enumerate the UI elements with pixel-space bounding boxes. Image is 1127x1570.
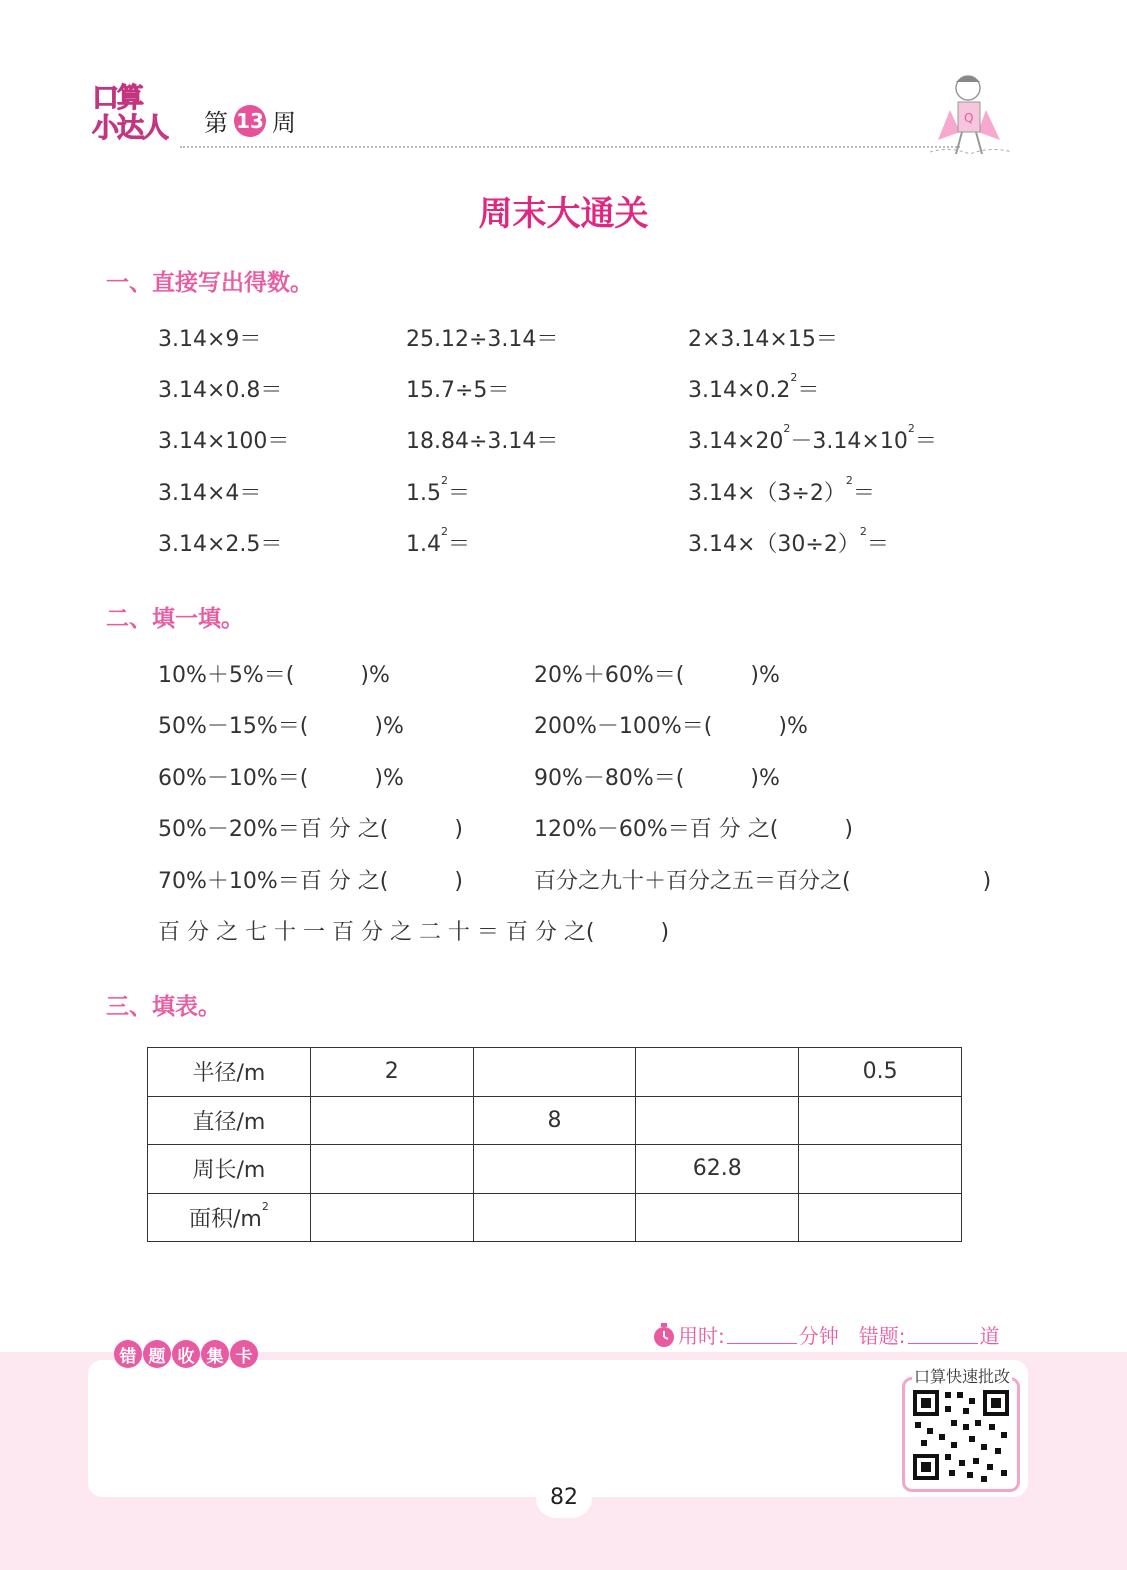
card-label bbox=[114, 1340, 259, 1368]
table-row bbox=[148, 1145, 962, 1194]
time-label: 用时: bbox=[678, 1324, 725, 1348]
fill-item: 50%－20%＝百 分 之( ) bbox=[158, 817, 463, 842]
table-cell[interactable] bbox=[473, 1145, 636, 1194]
table-cell[interactable] bbox=[473, 1048, 636, 1097]
logo bbox=[92, 84, 182, 154]
time-blank[interactable] bbox=[727, 1326, 797, 1344]
fill-item: 50%－15%＝( )% bbox=[158, 714, 404, 739]
row-label: 直径/m bbox=[148, 1096, 311, 1145]
fill-item: 20%＋60%＝( )% bbox=[534, 663, 780, 688]
table-cell[interactable] bbox=[799, 1145, 962, 1194]
table-row bbox=[148, 1193, 962, 1242]
fill-item: 120%－60%＝百 分 之( ) bbox=[534, 817, 853, 842]
header-divider bbox=[180, 146, 960, 148]
fill-item: 10%＋5%＝( )% bbox=[158, 663, 390, 688]
equation: 3.14×100＝ bbox=[158, 429, 290, 454]
table-cell[interactable]: 2 bbox=[310, 1048, 473, 1097]
timing-bar bbox=[650, 1320, 1000, 1349]
fill-item: 200%－100%＝( )% bbox=[534, 714, 808, 739]
table-row bbox=[148, 1096, 962, 1145]
equation: $1.5^2=$ bbox=[406, 474, 471, 506]
qr-label: 口算快速批改 bbox=[912, 1364, 1012, 1387]
table-cell[interactable]: 0.5 bbox=[799, 1048, 962, 1097]
time-unit: 分钟 bbox=[798, 1324, 839, 1348]
section1-heading: 一、直接写出得数。 bbox=[106, 270, 313, 296]
errors-unit: 道 bbox=[979, 1324, 1000, 1348]
table-cell[interactable] bbox=[473, 1193, 636, 1242]
qr-code[interactable] bbox=[902, 1377, 1020, 1492]
logo-line1: 口算 bbox=[92, 83, 142, 114]
equation: 3.14×4＝ bbox=[158, 481, 262, 506]
section3-heading: 三、填表。 bbox=[106, 994, 221, 1020]
errors-label: 错题: bbox=[858, 1324, 906, 1348]
fill-item: 70%＋10%＝百 分 之( ) bbox=[158, 869, 463, 894]
table-cell[interactable] bbox=[636, 1096, 799, 1145]
equation: $3.14\times(3\div 2)^2=$ bbox=[688, 474, 875, 506]
errors-blank[interactable] bbox=[908, 1326, 978, 1344]
equation: 15.7÷5＝ bbox=[406, 378, 510, 403]
svg-text:Q: Q bbox=[964, 111, 974, 125]
stopwatch-icon bbox=[650, 1321, 678, 1349]
equation: $3.14\times(30\div 2)^2=$ bbox=[688, 525, 889, 557]
equation: 25.12÷3.14＝ bbox=[406, 327, 559, 352]
fill-item: 90%－80%＝( )% bbox=[534, 766, 780, 791]
equation: $3.14\times 20^2-3.14\times 10^2=$ bbox=[688, 422, 937, 454]
row-label: 面积$/m^2$ bbox=[148, 1193, 311, 1242]
fill-item: 60%－10%＝( )% bbox=[158, 766, 404, 791]
section2-heading: 二、填一填。 bbox=[106, 606, 244, 632]
fill-item: 百 分 之 七 十 一 百 分 之 二 十 ＝ 百 分 之( ) bbox=[158, 920, 670, 945]
qr-code-icon bbox=[905, 1380, 1017, 1489]
card-label-char: 收 bbox=[172, 1340, 200, 1368]
row-label: 周长/m bbox=[148, 1145, 311, 1194]
table-cell[interactable] bbox=[310, 1193, 473, 1242]
table-cell[interactable] bbox=[799, 1193, 962, 1242]
equation: $1.4^2=$ bbox=[406, 525, 471, 557]
page-title: 周末大通关 bbox=[478, 194, 649, 234]
table-row bbox=[148, 1048, 962, 1097]
logo-line2: 小达人 bbox=[92, 113, 167, 144]
table-cell[interactable] bbox=[310, 1096, 473, 1145]
card-label-char: 题 bbox=[143, 1340, 171, 1368]
card-label-char: 卡 bbox=[230, 1340, 258, 1368]
table-cell[interactable] bbox=[310, 1145, 473, 1194]
fill-item: 百分之九十＋百分之五＝百分之( ) bbox=[534, 869, 992, 894]
circle-table bbox=[147, 1047, 962, 1242]
equation: 3.14×9＝ bbox=[158, 327, 262, 352]
equation: 3.14×2.5＝ bbox=[158, 532, 283, 557]
card-label-char: 错 bbox=[114, 1340, 142, 1368]
week-indicator bbox=[204, 103, 296, 138]
table-cell[interactable] bbox=[636, 1048, 799, 1097]
table-cell[interactable] bbox=[636, 1193, 799, 1242]
table-cell[interactable]: 8 bbox=[473, 1096, 636, 1145]
page-number: 82 bbox=[536, 1478, 592, 1518]
equation: 18.84÷3.14＝ bbox=[406, 429, 559, 454]
equation: 2×3.14×15＝ bbox=[688, 327, 838, 352]
week-number-badge: 13 bbox=[234, 105, 266, 137]
equation: $3.14\times 0.2^2=$ bbox=[688, 371, 820, 403]
card-label-char: 集 bbox=[201, 1340, 229, 1368]
mascot-icon bbox=[920, 70, 1020, 160]
table-cell[interactable]: 62.8 bbox=[636, 1145, 799, 1194]
week-prefix: 第 bbox=[204, 109, 228, 137]
row-label: 半径/m bbox=[148, 1048, 311, 1097]
table-cell[interactable] bbox=[799, 1096, 962, 1145]
error-collection-card[interactable] bbox=[88, 1360, 1028, 1497]
equation: 3.14×0.8＝ bbox=[158, 378, 283, 403]
week-suffix: 周 bbox=[272, 109, 296, 137]
